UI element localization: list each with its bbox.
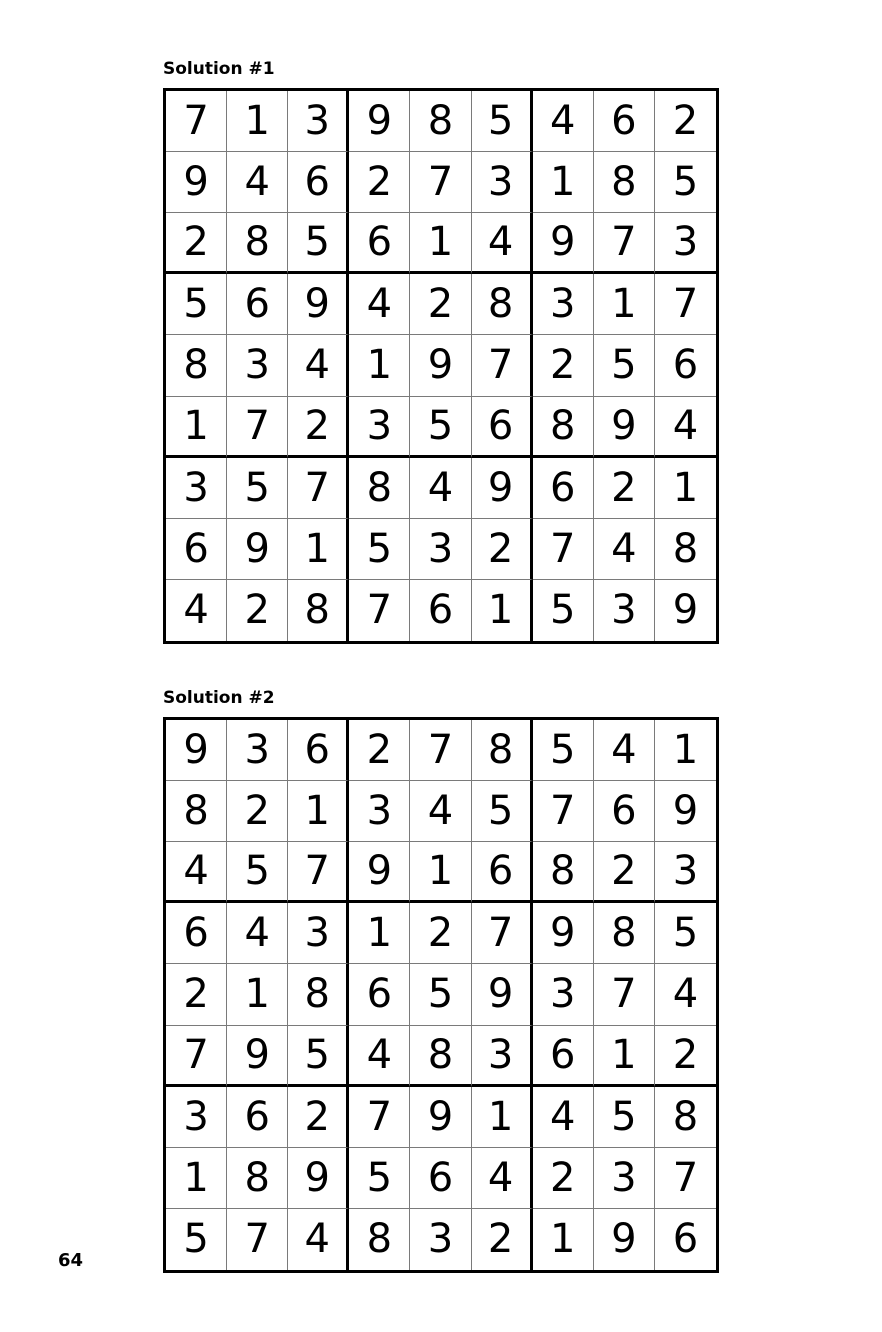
- sudoku-cell: 7: [349, 580, 410, 641]
- sudoku-cell: 4: [472, 1148, 533, 1209]
- sudoku-cell: 9: [472, 458, 533, 519]
- sudoku-cell: 2: [288, 1087, 349, 1148]
- sudoku-cell: 6: [288, 152, 349, 213]
- sudoku-cell: 9: [349, 842, 410, 903]
- sudoku-cell: 1: [349, 903, 410, 964]
- sudoku-cell: 6: [594, 781, 655, 842]
- sudoku-cell: 6: [227, 274, 288, 335]
- sudoku-cell: 6: [166, 903, 227, 964]
- sudoku-cell: 6: [594, 91, 655, 152]
- sudoku-cell: 1: [655, 720, 716, 781]
- sudoku-cell: 7: [533, 519, 594, 580]
- sudoku-cell: 8: [533, 842, 594, 903]
- sudoku-cell: 3: [594, 1148, 655, 1209]
- sudoku-cell: 7: [472, 903, 533, 964]
- sudoku-cell: 7: [410, 720, 471, 781]
- sudoku-cell: 2: [472, 1209, 533, 1270]
- sudoku-cell: 8: [594, 903, 655, 964]
- sudoku-cell: 4: [655, 964, 716, 1025]
- sudoku-cell: 7: [594, 964, 655, 1025]
- sudoku-cell: 4: [533, 91, 594, 152]
- sudoku-cell: 8: [349, 458, 410, 519]
- sudoku-cell: 6: [655, 335, 716, 396]
- sudoku-cell: 5: [594, 335, 655, 396]
- sudoku-cell: 7: [166, 1026, 227, 1087]
- sudoku-cell: 1: [594, 1026, 655, 1087]
- sudoku-cell: 8: [349, 1209, 410, 1270]
- sudoku-cell: 2: [594, 842, 655, 903]
- sudoku-cell: 5: [594, 1087, 655, 1148]
- sudoku-cell: 1: [166, 1148, 227, 1209]
- sudoku-cell: 9: [533, 903, 594, 964]
- sudoku-cell: 7: [655, 1148, 716, 1209]
- sudoku-cell: 2: [349, 720, 410, 781]
- sudoku-cell: 1: [288, 519, 349, 580]
- sudoku-cell: 6: [166, 519, 227, 580]
- sudoku-cell: 3: [594, 580, 655, 641]
- sudoku-cell: 7: [288, 842, 349, 903]
- sudoku-cell: 4: [166, 580, 227, 641]
- sudoku-cell: 4: [166, 842, 227, 903]
- sudoku-cell: 7: [227, 397, 288, 458]
- sudoku-cell: 3: [533, 964, 594, 1025]
- sudoku-cell: 9: [672, 587, 699, 634]
- sudoku-cell: 4: [472, 213, 533, 274]
- sudoku-cell: 9: [227, 1026, 288, 1087]
- sudoku-cell: 8: [410, 1026, 471, 1087]
- sudoku-cell: 3: [288, 903, 349, 964]
- sudoku-cell: 8: [166, 335, 227, 396]
- sudoku-cell: 1: [227, 964, 288, 1025]
- sudoku-cell: 8: [288, 580, 349, 641]
- solution-1-title: Solution #1: [163, 59, 275, 79]
- sudoku-cell: 7: [166, 91, 227, 152]
- solution-1-grid: [163, 88, 719, 644]
- sudoku-cell: 2: [166, 964, 227, 1025]
- sudoku-cell: 6: [349, 213, 410, 274]
- sudoku-cell: 5: [349, 519, 410, 580]
- sudoku-cell: 9: [472, 964, 533, 1025]
- sudoku-cell: 5: [166, 1209, 227, 1270]
- sudoku-cell: 3: [288, 91, 349, 152]
- sudoku-cell: 9: [410, 335, 471, 396]
- sudoku-cell: 5: [166, 274, 227, 335]
- sudoku-cell: 6: [288, 720, 349, 781]
- sudoku-cell: 8: [288, 964, 349, 1025]
- sudoku-cell: 7: [410, 152, 471, 213]
- sudoku-cell: 4: [533, 1087, 594, 1148]
- sudoku-cell: 2: [472, 519, 533, 580]
- sudoku-cell: 9: [288, 1148, 349, 1209]
- sudoku-cell: 7: [288, 458, 349, 519]
- sudoku-cell: 5: [288, 1026, 349, 1087]
- sudoku-cell: 5: [288, 213, 349, 274]
- sudoku-cell: 5: [533, 580, 594, 641]
- sudoku-cell: 3: [655, 213, 716, 274]
- solution-2-title: Solution #2: [163, 688, 275, 708]
- sudoku-cell: 4: [410, 781, 471, 842]
- sudoku-cell: 6: [349, 964, 410, 1025]
- sudoku-cell: 6: [533, 1026, 594, 1087]
- sudoku-cell: 3: [472, 1026, 533, 1087]
- sudoku-cell: 6: [533, 458, 594, 519]
- sudoku-cell: 4: [655, 397, 716, 458]
- page-number: 64: [58, 1250, 84, 1271]
- sudoku-cell: 1: [166, 397, 227, 458]
- sudoku-cell: 9: [655, 781, 716, 842]
- sudoku-cell: 7: [349, 1087, 410, 1148]
- sudoku-cell: 9: [349, 91, 410, 152]
- sudoku-cell: 3: [533, 274, 594, 335]
- sudoku-cell: 4: [594, 519, 655, 580]
- sudoku-cell: 3: [166, 458, 227, 519]
- sudoku-cell: 2: [655, 1026, 716, 1087]
- sudoku-cell: 6: [410, 1148, 471, 1209]
- sudoku-cell: 1: [472, 580, 533, 641]
- sudoku-cell: 4: [594, 720, 655, 781]
- sudoku-cell: 7: [594, 213, 655, 274]
- sudoku-cell: 5: [655, 152, 716, 213]
- sudoku-cell: 8: [227, 1148, 288, 1209]
- sudoku-cell: 2: [166, 213, 227, 274]
- sudoku-cell: 2: [288, 397, 349, 458]
- sudoku-cell: 1: [533, 1209, 594, 1270]
- sudoku-cell: 1: [533, 152, 594, 213]
- sudoku-cell: 5: [227, 458, 288, 519]
- sudoku-cell: 9: [166, 152, 227, 213]
- sudoku-cell: 7: [227, 1209, 288, 1270]
- sudoku-cell: 3: [410, 1209, 471, 1270]
- sudoku-cell: 9: [288, 274, 349, 335]
- sudoku-cell: 4: [349, 1026, 410, 1087]
- sudoku-cell: 7: [472, 335, 533, 396]
- sudoku-cell: 5: [655, 903, 716, 964]
- sudoku-cell: 3: [655, 842, 716, 903]
- sudoku-cell: 6: [472, 397, 533, 458]
- sudoku-cell: 1: [410, 842, 471, 903]
- sudoku-cell: 4: [410, 458, 471, 519]
- sudoku-cell: 5: [533, 720, 594, 781]
- sudoku-cell: 8: [410, 91, 471, 152]
- sudoku-cell: 1: [227, 91, 288, 152]
- solution-2-grid: [163, 717, 719, 1273]
- sudoku-cell: 5: [410, 964, 471, 1025]
- sudoku-cell: 6: [672, 1216, 699, 1263]
- sudoku-cell: 5: [472, 91, 533, 152]
- sudoku-cell: 6: [472, 842, 533, 903]
- sudoku-cell: 4: [227, 152, 288, 213]
- sudoku-cell: 2: [227, 580, 288, 641]
- sudoku-cell: 4: [288, 1209, 349, 1270]
- sudoku-cell: 1: [655, 458, 716, 519]
- sudoku-cell: 2: [533, 1148, 594, 1209]
- sudoku-cell: 5: [410, 397, 471, 458]
- sudoku-cell: 5: [472, 781, 533, 842]
- sudoku-cell: 3: [472, 152, 533, 213]
- sudoku-cell: 8: [533, 397, 594, 458]
- sudoku-cell: 8: [472, 274, 533, 335]
- sudoku-cell: 2: [410, 903, 471, 964]
- sudoku-cell: 9: [166, 720, 227, 781]
- sudoku-cell: 1: [288, 781, 349, 842]
- sudoku-cell: 8: [655, 1087, 716, 1148]
- sudoku-cell: 1: [594, 274, 655, 335]
- sudoku-cell: 9: [533, 213, 594, 274]
- sudoku-cell: 4: [349, 274, 410, 335]
- sudoku-cell: 7: [655, 274, 716, 335]
- sudoku-cell: 2: [227, 781, 288, 842]
- sudoku-cell: 6: [410, 580, 471, 641]
- sudoku-cell: 7: [533, 781, 594, 842]
- sudoku-cell: 3: [166, 1087, 227, 1148]
- sudoku-cell: 8: [655, 519, 716, 580]
- sudoku-cell: 9: [594, 1209, 655, 1270]
- sudoku-cell: 2: [533, 335, 594, 396]
- sudoku-cell: 2: [349, 152, 410, 213]
- sudoku-cell: 9: [594, 397, 655, 458]
- sudoku-cell: 2: [655, 91, 716, 152]
- sudoku-cell: 1: [349, 335, 410, 396]
- sudoku-cell: 4: [227, 903, 288, 964]
- sudoku-cell: 3: [410, 519, 471, 580]
- sudoku-cell: 9: [410, 1087, 471, 1148]
- sudoku-cell: 3: [227, 335, 288, 396]
- sudoku-cell: 6: [227, 1087, 288, 1148]
- sudoku-cell: 3: [227, 720, 288, 781]
- sudoku-cell: 4: [288, 335, 349, 396]
- sudoku-cell: 1: [472, 1087, 533, 1148]
- sudoku-cell: 2: [410, 274, 471, 335]
- sudoku-cell: 8: [472, 720, 533, 781]
- sudoku-cell: 3: [349, 397, 410, 458]
- sudoku-cell: 3: [349, 781, 410, 842]
- sudoku-cell: 8: [166, 781, 227, 842]
- sudoku-cell: 8: [594, 152, 655, 213]
- sudoku-cell: 9: [227, 519, 288, 580]
- sudoku-cell: 2: [594, 458, 655, 519]
- sudoku-cell: 1: [410, 213, 471, 274]
- sudoku-cell: 8: [227, 213, 288, 274]
- sudoku-cell: 5: [227, 842, 288, 903]
- sudoku-cell: 5: [349, 1148, 410, 1209]
